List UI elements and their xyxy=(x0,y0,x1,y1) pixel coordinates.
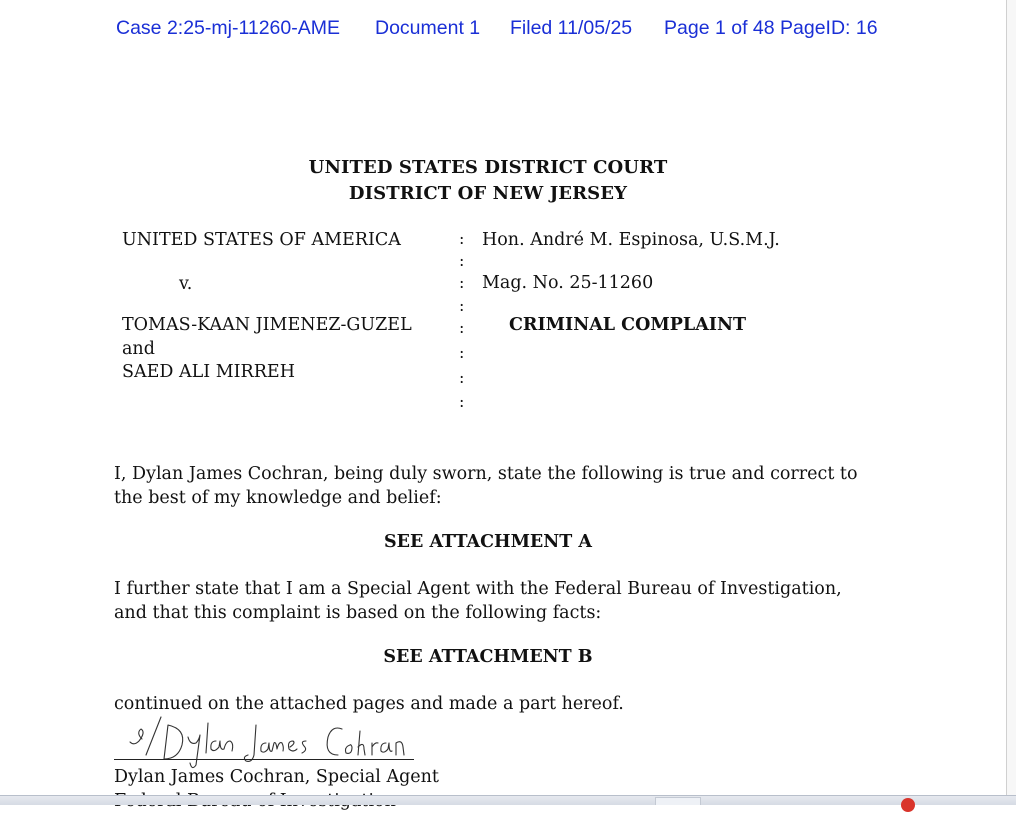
court-district: DISTRICT OF NEW JERSEY xyxy=(348,183,628,204)
plaintiff: UNITED STATES OF AMERICA xyxy=(122,230,401,250)
intro-line-2: the best of my knowledge and belief: xyxy=(114,488,442,508)
document-number: Document 1 xyxy=(375,17,481,39)
and-text: and xyxy=(122,339,155,359)
versus: v. xyxy=(179,274,193,294)
magistrate-number: Mag. No. 25-11260 xyxy=(482,273,654,293)
attachment-a-heading: SEE ATTACHMENT A xyxy=(384,532,592,552)
notification-icon[interactable] xyxy=(901,798,915,812)
judge-name: Hon. André M. Espinosa, U.S.M.J. xyxy=(482,230,780,250)
defendant-2: SAED ALI MIRREH xyxy=(122,362,295,382)
filed-date: Filed 11/05/25 xyxy=(510,17,633,39)
court-name: UNITED STATES DISTRICT COURT xyxy=(308,157,668,178)
further-line-2: and that this complaint is based on the following facts: xyxy=(114,603,602,623)
defendant-1: TOMAS-KAAN JIMENEZ-GUZEL xyxy=(122,315,412,335)
further-line-1: I further state that I am a Special Agent with the Federal Bureau of Investigation, xyxy=(114,579,842,599)
document-title: CRIMINAL COMPLAINT xyxy=(509,315,746,335)
attachment-b-heading: SEE ATTACHMENT B xyxy=(383,647,593,667)
continued-text: continued on the attached pages and made a part hereof. xyxy=(114,694,624,714)
intro-line-1: I, Dylan James Cochran, being duly sworn, state the following is true and correct to xyxy=(114,464,858,484)
document-page: Case 2:25-mj-11260-AME Document 1 Filed 11/05/25 Page 1 of 48 PageID: 16 UNITED STATES DISTRICT COURT DISTRICT OF NEW JERSEY UNITED STATES OF AMERICA v. TOMAS-KAAN JIMENEZ-GUZEL and SAED ALI MIRREH : : : : : : : : Hon. André M. Espinosa, U.S.M.J. Mag. No. 25-11260 CRIMINAL COMPLAINT I, Dylan James Cochran, being duly sworn, state the following is true and correct to the best of my knowledge and belief: SEE ATTACHMENT A I further state that I am a Special Agent with the Federal Bureau of Investigation, and that this complaint is based on the following facts: SEE ATTACHMENT B continued on the attached pages and made a part hereof. Dylan James Cochran, Special Agent xyxy=(0,0,1007,796)
taskbar-tab[interactable] xyxy=(655,797,701,805)
viewer-scroll-edge[interactable] xyxy=(1006,0,1016,796)
case-number: Case 2:25-mj-11260-AME xyxy=(116,17,340,39)
signature-line xyxy=(114,759,414,760)
signer-name: Dylan James Cochran, Special Agent xyxy=(114,767,439,787)
page-id: Page 1 of 48 PageID: 16 xyxy=(664,17,878,39)
viewer-bottom-bar xyxy=(0,795,1016,805)
